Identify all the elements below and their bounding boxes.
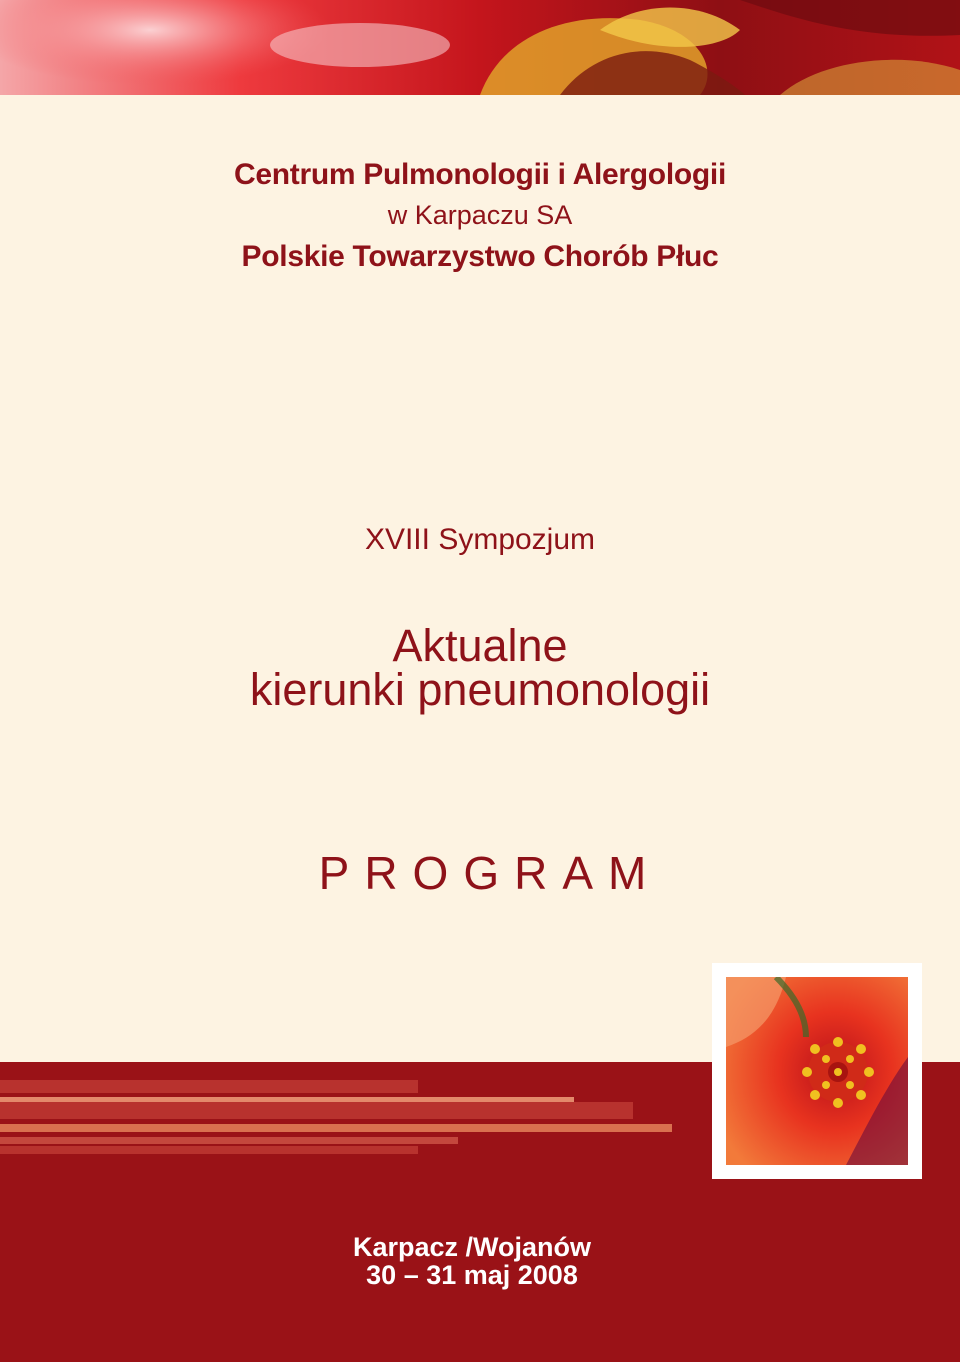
- society-name: Polskie Towarzystwo Chorób Płuc: [241, 240, 719, 273]
- decorative-stripe: [0, 1080, 418, 1093]
- flower-photo-banner-icon: [0, 0, 960, 95]
- decorative-stripe: [0, 1124, 672, 1132]
- event-location: Karpacz /Wojanów: [352, 1232, 592, 1262]
- decorative-stripe: [0, 1146, 418, 1154]
- organization-name: Centrum Pulmonologii i Alergologii: [233, 158, 726, 191]
- flower-photo-frame: [712, 963, 922, 1179]
- event-dates: 30 – 31 maj 2008: [366, 1260, 578, 1290]
- title-line-2: kierunki pneumonologii: [249, 664, 711, 715]
- hibiscus-flower-photo-icon: [726, 977, 908, 1165]
- program-label: PROGRAM: [318, 847, 662, 899]
- decorative-stripe: [0, 1137, 458, 1144]
- title-line-1: Aktualne: [392, 620, 568, 671]
- organization-location: w Karpaczu SA: [387, 200, 573, 230]
- symposium-label: XVIII Sympozjum: [364, 523, 596, 556]
- top-photo-banner: [0, 0, 960, 95]
- decorative-stripe: [0, 1102, 633, 1119]
